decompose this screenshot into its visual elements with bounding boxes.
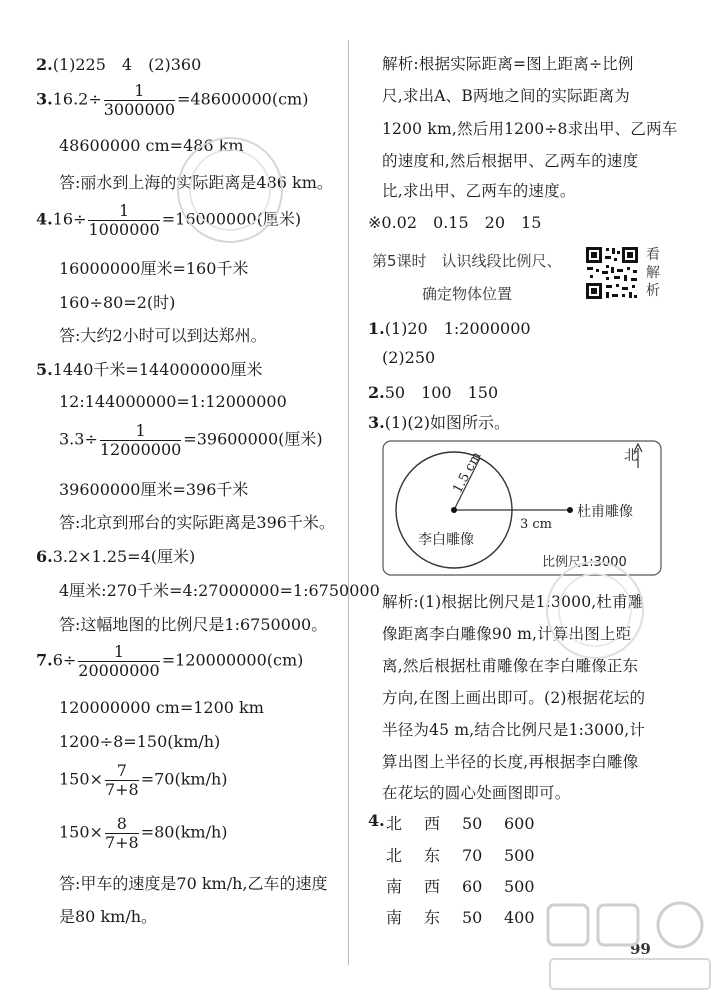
answer-4-line3: 160÷80=2(时) xyxy=(59,293,176,312)
fraction: $\frac{1}{3000000}$ xyxy=(103,81,175,119)
libai-point xyxy=(451,507,457,513)
lesson-title-line2: 确定物体位置 xyxy=(422,285,513,303)
answer-6-line2: 4厘米:270千米=4:27000000=1:6750000 xyxy=(59,581,380,600)
answer-3-equation: 3.16.2÷ $\frac{1}{3000000}$ =48600000(cm) xyxy=(36,81,309,119)
fraction: $\frac{7}{7+8}$ xyxy=(104,761,139,799)
answer-7-equation: 7.6÷ $\frac{1}{20000000}$ =120000000(cm) xyxy=(36,642,304,680)
answer-6-conclusion: 答:这幅地图的比例尺是1:6750000。 xyxy=(59,615,328,634)
answer-5-line1: 5.1440千米=144000000厘米 xyxy=(36,360,263,379)
answer-r1-part1: 1.(1)20 1:2000000 xyxy=(368,319,531,338)
extra-answer: ※0.02 0.15 20 15 xyxy=(368,213,542,232)
qr-code-icon[interactable] xyxy=(584,245,640,301)
answer-5-line4: 39600000厘米=396千米 xyxy=(59,480,249,499)
lesson-title-line1: 第5课时 认识线段比例尺、 xyxy=(372,252,562,270)
answer-5-conclusion: 答:北京到邢台的实际距离是396千米。 xyxy=(59,513,335,532)
column-divider xyxy=(348,40,349,965)
table-row: 南 东 50 400 xyxy=(386,908,535,927)
qr-caption: 看解析 xyxy=(646,247,660,299)
watermark-stamp-icon xyxy=(540,555,650,665)
answer-r1-part2: (2)250 xyxy=(382,348,436,367)
answer-7-conclusion-2: 是80 km/h。 xyxy=(59,907,158,926)
answer-r3: 3.(1)(2)如图所示。 xyxy=(368,413,511,432)
north-label: 北 xyxy=(624,448,638,464)
answer-4-line2: 16000000厘米=160千米 xyxy=(59,259,249,278)
answer-4-conclusion: 答:大约2小时可以到达郑州。 xyxy=(59,326,267,345)
page-number: 99 xyxy=(630,940,651,958)
answer-7-line5: 150× $\frac{8}{7+8}$ =80(km/h) xyxy=(59,814,228,852)
answer-6-line1: 6.3.2×1.25=4(厘米) xyxy=(36,547,196,566)
answer-3-conclusion: 答:丽水到上海的实际距离是486 km。 xyxy=(59,173,333,192)
answer-r2: 2.50 100 150 xyxy=(368,383,499,402)
dufu-label: 杜甫雕像 xyxy=(577,504,633,520)
answer-5-equation: 3.3÷ $\frac{1}{12000000}$ =39600000(厘米) xyxy=(59,421,323,459)
watermark-stamp-icon xyxy=(170,130,290,250)
radius-label: 1.5 cm xyxy=(450,449,485,496)
fraction: $\frac{1}{1000000}$ xyxy=(88,201,160,239)
answer-5-line2: 12:144000000=1:12000000 xyxy=(59,392,287,411)
answer-4-equation: 4.16÷ $\frac{1}{1000000}$ =16000000(厘米) xyxy=(36,201,302,239)
dufu-point xyxy=(567,507,573,513)
fraction: $\frac{1}{20000000}$ xyxy=(78,642,160,680)
answer-7-line4: 150× $\frac{7}{7+8}$ =70(km/h) xyxy=(59,761,228,799)
answer-3-line2: 48600000 cm=486 km xyxy=(59,136,244,155)
table-row: 北 西 50 600 xyxy=(386,814,535,833)
watermark-logo-icon xyxy=(540,895,718,1001)
answer-2: 2.(1)225 4 (2)360 xyxy=(36,55,202,74)
table-row: 北 东 70 500 xyxy=(386,846,535,865)
answer-7-line3: 1200÷8=150(km/h) xyxy=(59,732,221,751)
distance-label: 3 cm xyxy=(520,517,553,532)
libai-label: 李白雕像 xyxy=(418,532,474,548)
answer-7-line2: 120000000 cm=1200 km xyxy=(59,698,264,717)
answer-7-conclusion-1: 答:甲车的速度是70 km/h,乙车的速度 xyxy=(59,874,328,893)
fraction: $\frac{8}{7+8}$ xyxy=(104,814,139,852)
answer-r4-label: 4. xyxy=(368,811,385,830)
scale-label: 比例尺1:3000 xyxy=(542,555,627,570)
fraction: $\frac{1}{12000000}$ xyxy=(99,421,182,459)
table-row: 南 西 60 500 xyxy=(386,877,535,896)
